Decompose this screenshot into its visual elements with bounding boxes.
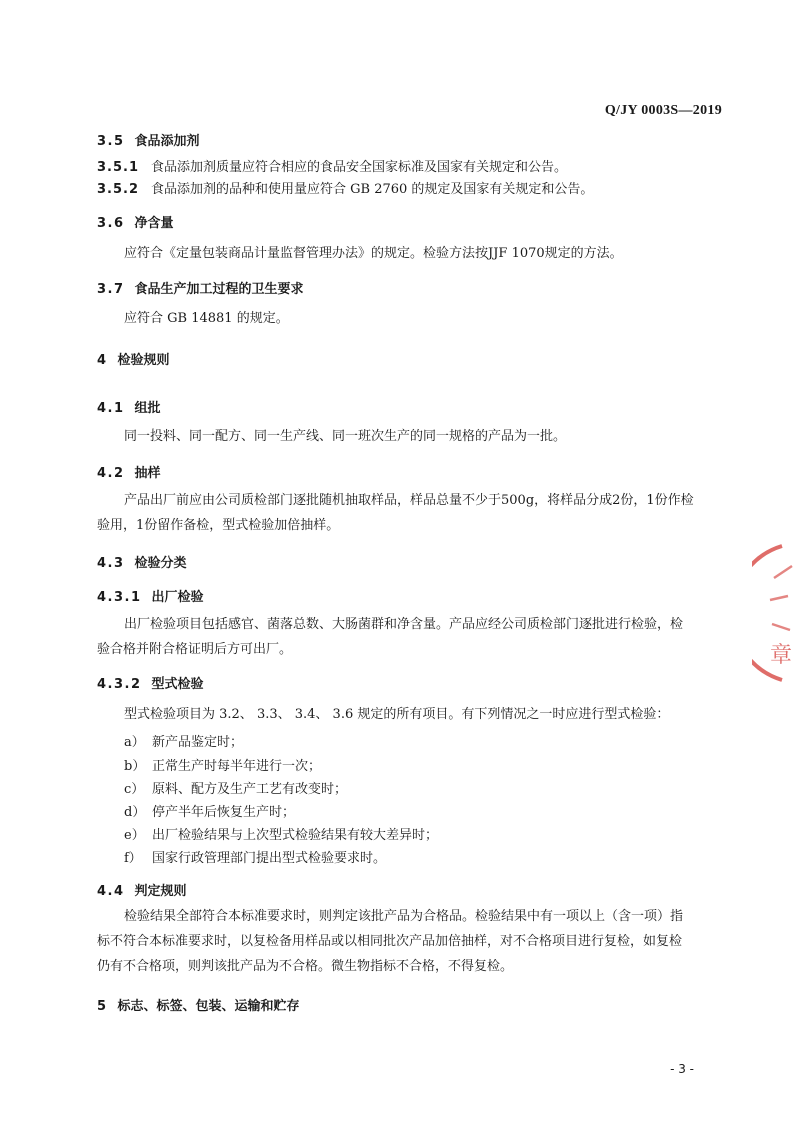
chapter-4-heading	[97, 349, 170, 368]
section-title: 抽样	[134, 466, 161, 481]
list-item	[124, 778, 347, 797]
section-title: 组批	[134, 401, 161, 416]
section-title: 标志、标签、包装、运输和贮存	[117, 999, 300, 1014]
item-marker: b）	[124, 759, 146, 774]
list-item	[124, 755, 321, 774]
clause-text: 食品添加剂的品种和使用量应符合 GB 2760 的规定及国家有关规定和公告。	[151, 182, 594, 197]
section-4-3-2-intro: 型式检验项目为 3.2、 3.3、 3.4、 3.6 规定的所有项目。有下列情况之一时应进行型式检验：	[124, 707, 670, 722]
section-title: 净含量	[134, 216, 174, 231]
section-4-1-heading	[97, 397, 161, 416]
section-number: 4.1	[97, 401, 125, 416]
item-marker: d）	[124, 805, 146, 820]
section-4-2-heading	[97, 462, 161, 481]
section-3-5-heading	[97, 130, 200, 149]
section-title: 检验规则	[117, 353, 170, 368]
section-4-4-heading	[97, 880, 187, 899]
item-text: 国家行政管理部门提出型式检验要求时。	[152, 851, 387, 866]
item-marker: f）	[124, 851, 142, 866]
seal-character: 章	[770, 643, 793, 668]
section-title: 出厂检验	[151, 590, 204, 605]
section-4-4-line-1: 检验结果全部符合本标准要求时，则判定该批产品为合格品。检验结果中有一项以上（含一项）指	[124, 909, 684, 924]
section-number: 4.2	[97, 466, 125, 481]
section-4-3-heading	[97, 552, 187, 571]
clause-text: 食品添加剂质量应符合相应的食品安全国家标准及国家有关规定和公告。	[151, 160, 568, 175]
item-text: 新产品鉴定时；	[152, 735, 244, 750]
section-4-3-2-heading	[97, 673, 204, 692]
section-3-7-heading	[97, 278, 304, 297]
section-4-3-1-heading	[97, 586, 204, 605]
company-seal-stamp	[752, 538, 794, 688]
page-number: - 3 -	[670, 1062, 694, 1076]
section-3-7-text: 应符合 GB 14881 的规定。	[124, 311, 289, 326]
section-3-6-text: 应符合《定量包装商品计量监督管理办法》的规定。检验方法按JJF 1070规定的方法。	[124, 246, 623, 261]
list-item	[124, 801, 295, 820]
section-4-3-1-line-1: 出厂检验项目包括感官、菌落总数、大肠菌群和净含量。产品应经公司质检部门逐批进行检验，检	[124, 617, 684, 632]
clause-number: 3.5.1	[97, 160, 140, 175]
section-4-1-text: 同一投料、同一配方、同一生产线、同一班次生产的同一规格的产品为一批。	[124, 429, 567, 444]
section-number: 3.6	[97, 216, 125, 231]
item-marker: c）	[124, 782, 145, 797]
section-number: 4.4	[97, 884, 125, 899]
section-number: 3.7	[97, 282, 125, 297]
standard-number: Q/JY 0003S—2019	[604, 103, 722, 118]
item-text: 出厂检验结果与上次型式检验结果有较大差异时；	[152, 828, 439, 843]
item-marker: a）	[124, 735, 145, 750]
section-title: 食品生产加工过程的卫生要求	[134, 282, 304, 297]
section-title: 判定规则	[134, 884, 187, 899]
clause-3-5-2	[97, 177, 717, 203]
item-text: 正常生产时每半年进行一次；	[152, 759, 322, 774]
section-number: 4.3	[97, 556, 125, 571]
section-4-2-line-1: 产品出厂前应由公司质检部门逐批随机抽取样品，样品总量不少于500g，将样品分成2份，1份作检	[124, 493, 694, 508]
section-4-4-line-3: 仍有不合格项，则判该批产品为不合格。微生物指标不合格，不得复检。	[97, 959, 514, 974]
clause-number: 3.5.2	[97, 182, 140, 197]
section-title: 检验分类	[134, 556, 187, 571]
section-title: 食品添加剂	[134, 134, 200, 149]
section-number: 4.3.2	[97, 677, 142, 692]
section-4-3-1-line-2: 验合格并附合格证明后方可出厂。	[97, 642, 293, 657]
list-item	[124, 847, 386, 866]
section-number: 3.5	[97, 134, 125, 149]
section-4-2-line-2: 验用，1份留作备检，型式检验加倍抽样。	[97, 518, 340, 533]
section-number: 5	[97, 999, 108, 1014]
section-number: 4.3.1	[97, 590, 142, 605]
list-item	[124, 824, 438, 843]
item-marker: e）	[124, 828, 145, 843]
section-title: 型式检验	[151, 677, 204, 692]
section-3-6-heading	[97, 212, 174, 231]
section-4-4-line-2: 标不符合本标准要求时，以复检备用样品或以相同批次产品加倍抽样，对不合格项目进行复检，如复检	[97, 934, 683, 949]
item-text: 停产半年后恢复生产时；	[152, 805, 296, 820]
chapter-5-heading	[97, 995, 300, 1014]
item-text: 原料、配方及生产工艺有改变时；	[152, 782, 348, 797]
section-number: 4	[97, 353, 108, 368]
list-item	[124, 731, 243, 750]
